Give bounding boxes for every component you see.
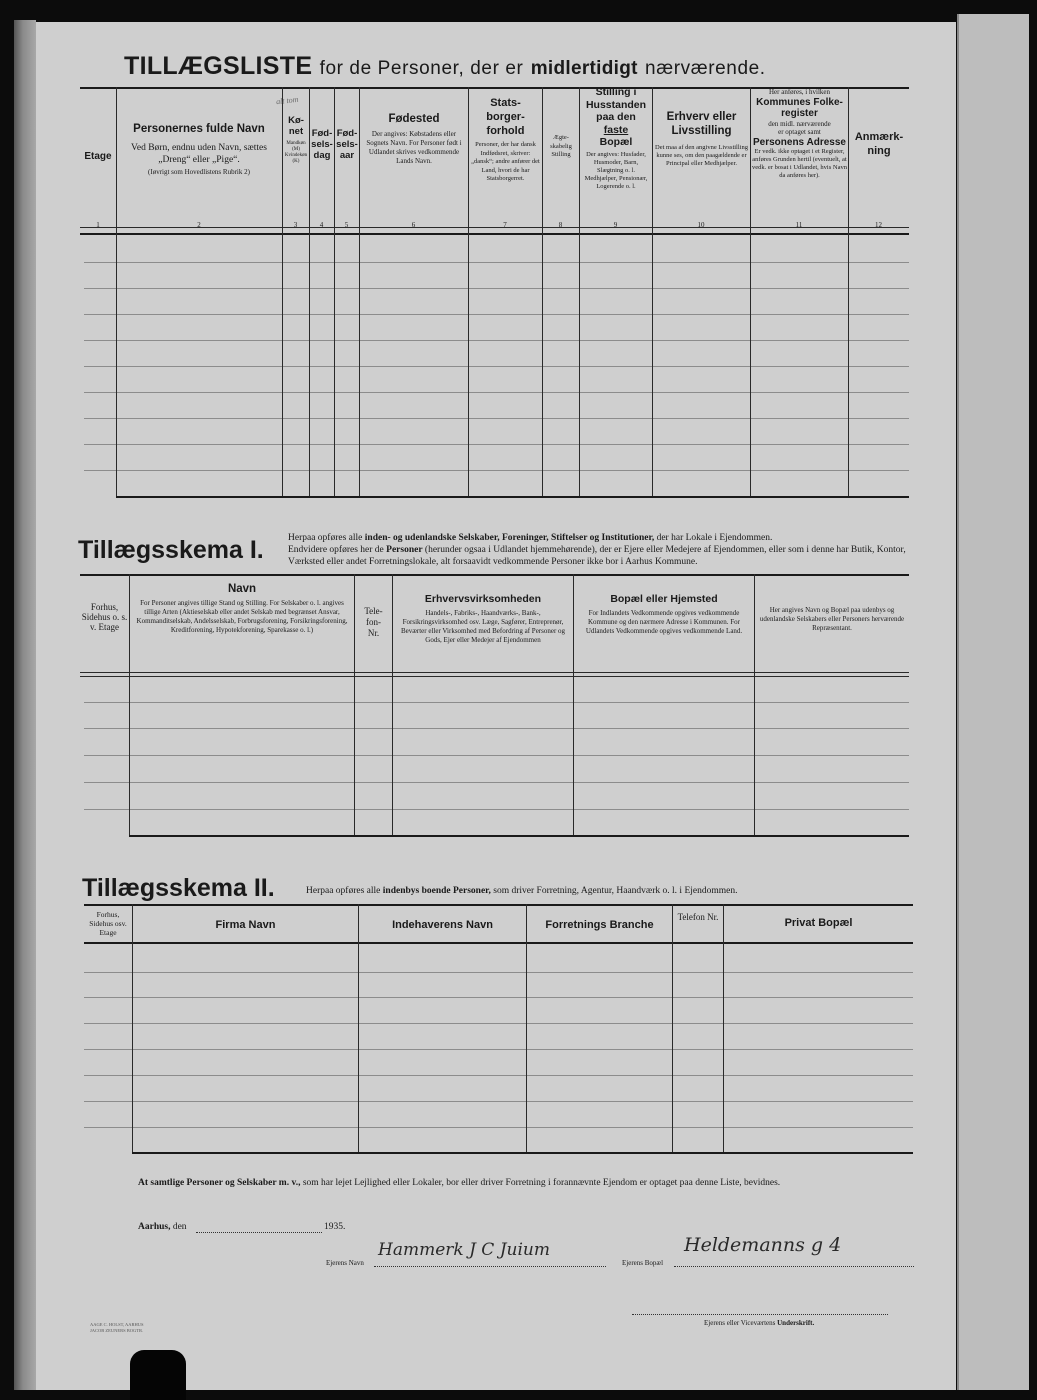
skema2-title: Tillægsskema II. [82, 874, 275, 902]
skema1-col-bopael: Bopæl eller Hjemsted For Indlandets Vedkommende opgives vedkommende Kommune og den nærmere Adresse i Kommunen. For Udlandets Vedkommende opgives vedkommende Land. [585, 593, 743, 635]
signature-label: Ejerens eller Viceværtens Underskrift. [704, 1319, 815, 1327]
skema2-col-branche: Forretnings Branche [545, 919, 654, 931]
faint-stamp: alt tom [275, 94, 299, 107]
col-stilling-header: Stilling i Husstanden paa den faste Bopæl Der angives: Husfader, Husmoder, Barn, Slægtning o. l. Medhjælper, Pensionær, Logerende o. l. [584, 86, 648, 190]
list-title [124, 52, 766, 81]
skema1-description: Herpaa opføres alle inden- og udenlandske Selskaber, Foreninger, Stiftelser og Institutioner, der har Lokale i Ejendommen. Endvidere opføres her de Personer (herunder ogsaa i Udlandet hjemmehørende), der er Ejere eller Medejere af Ejendommen, eller som i denne har Butik, Kontor, Værksted eller andet Forretningslokale, alt forsaavidt vedkommende Personer ikke bor i Aarhus Kommune. [288, 533, 906, 567]
skema2-col-privat: Privat Bopæl [784, 917, 853, 929]
footer-year: 1935. [324, 1222, 346, 1232]
skema1-col-representant: Her angives Navn og Bopæl paa udenbys og udenlandske Selskabers eller Personers herværende Repræsentant. [759, 606, 905, 632]
printer-imprint: AAGE C. HOLST, AARHUS JACOB ZEUNERS BOGTR. [90, 1322, 144, 1333]
col-etage-header: Etage [84, 151, 112, 162]
col-erhverv-header: Erhverv eller Livsstilling Det maa af den angivne Livsstilling kunne ses, om den paagældende er Principal eller Medhjælper. [655, 111, 748, 167]
col-fodselsdag-header: Fød- sels- dag [311, 128, 333, 161]
owner-address-label: Ejerens Bopæl [622, 1259, 664, 1267]
col-fodselsaar-header: Fød- sels- aar [336, 128, 358, 161]
skema1-col-erhverv: Erhvervsvirksomheden Handels-, Fabriks-, Haandværks-, Bank-, Forsikringsvirksomhed osv. Læge, Sagfører, Entreprenør, Beværter eller Virksomhed med Befordring af Personer og Gods, Ejer eller Medejer af Ejendommen [400, 593, 566, 644]
skema1-col-navn: Navn For Personer angives tillige Stand og Stilling. For Selskaber o. l. angives tillige Arten (Aktieselskab eller andet Selskab med begrænset Ansvar, Kommanditselskab, Andelsselskab, Forbrugsforening, Forsikringsforening, Kreditforening, Hypotekforening, Sparekasse o. l.) [136, 583, 348, 634]
owner-name-signature: Hammerk J C Juium [378, 1240, 550, 1260]
list-title-rest1: for de Personer, der er [319, 58, 524, 79]
col-name-header: Personernes fulde Navn Ved Børn, endnu uden Navn, sættes „Dreng“ eller „Pige“. (Iøvrigt som Hovedlistens Rubrik 2) [131, 123, 267, 176]
skema2-col-etage: Forhus, Sidehus osv. Etage [89, 910, 127, 937]
skema2-col-firma: Firma Navn [215, 919, 276, 931]
col-folkeregister-header: Her anføres, i hvilken Kommunes Folke- register den midl. nærværende er optaget samt Personens Adresse Er vedk. ikke optaget i et Register, anføres Grunden hertil (eventuelt, at vedk. er bosat i Udlandet, hvis Navn da anføres her). [752, 88, 847, 179]
col-aegteskab-header: Ægte- skabelig Stilling [550, 134, 572, 158]
skema2-description: Herpaa opføres alle indenbys boende Personer, som driver Forretning, Agentur, Haandværk o. l. i Ejendommen. [306, 886, 738, 896]
footer-date-line: Aarhus, den [138, 1222, 187, 1232]
col-statsborger-header: Stats- borger- forhold Personer, der har dansk Indfødsret, skriver: „dansk“; andre anfører det Land, hvori de har Statsborgerret. [471, 97, 540, 182]
col-anmaerkning-header: Anmærk- ning [854, 131, 904, 157]
form-page: TILLÆGSLISTE for de Personer, der er midlertidigt nærværende. Etage Personernes fulde Navn Ved Børn, endnu uden Navn, sættes „Dreng“ eller „Pige“. (Iøvrigt som Hovedlistens Rubrik 2) Kø- net Mandkøn (M) Kvindekøn (K) Fød- sels- dag Fød- sels- aar Fødested Der angives: Købstadens eller Sognets Navn. For Personer født i Udlandet skrives vedkommende Lands Navn. Stats- borger- forhold Personer, der har dansk Indfødsret, skriver: „dansk“; andre anfører det Land, hvori de har Statsborgerret. Ægte- skabelig Stilling Stilling i Husstanden paa den faste Bopæl Der angives: Husfader, Husmoder, Barn, Slægtning o. l. Medhjælper, Pensionær, Logerende o. l. Erhverv eller Livsstilling Det maa af den angivne Livsstilling kunne ses, om den paagældende er Principal eller Medhjælper. Her anføres, i hvilken Kommunes Folke- register den midl. nærværende er optaget samt Personens Adresse Er vedk. ikke optaget i et Register, anføres Grunden hertil (eventuelt, at vedk. er bosat i Udlandet, hvis Navn da anføres her). Anmærk- ning 1 2 3 4 5 6 7 8 9 10 11 12 alt tom Tillægsskema I. Herpaa opføres alle inden- og udenlandske Selskaber, Foreninger, Stiftelser og Institutioner, der har Lokale i Ejendommen. Endvidere opføres her de Personer (herunder ogsaa i Udlandet hjemmehørende), der er Ejere eller Medejere af Ejendommen, eller som i denne har Butik, Kontor, Værksted eller andet Forretningslokale, alt forsaavidt vedkommende Personer ikke bor i Aarhus Kommune. Forhus, Sidehus o. s. v. Etage Navn For Personer angives tillige Stand og Stilling. For Selskaber o. l. angives tillige Arten (Aktieselskab eller andet Selskab med begrænset Ansvar, Kommanditselskab, Andelsselskab, Forbrugsforening, Forsikringsforening, Kreditforening, Hypotekforening, Sparekasse o. l.) Tele- fon- Nr. Erhvervsvirksomheden Handels-, Fabriks-, Haandværks-, Bank-, Forsikringsvirksomhed osv. Læge, Sagfører, Entreprenør, Beværter eller Virksomhed med Befordring af Personer og Gods, Ejer eller Medejer af Ejendommen Bopæl eller Hjemsted For Indlandets Vedkommende opgives vedkommende Kommune og den nærmere Adresse i Kommunen. For Udlandets Vedkommende opgives vedkommende Land. Her angives Navn og Bopæl paa udenbys og udenlandske Selskabers eller Personers herværende Repræsentant. Tillægsskema II. Herpaa opføres alle indenbys boende Personer, som driver Forretning, Agentur, Haandværk o. l. i Ejendommen. Forhus, Sidehus osv. Etage Firma Navn Indehaverens Navn Forretnings Branche Telefon Nr. Privat Bopæl At samtlige Personer og Selskaber m. v., som har lejet Lejlighed eller Lokaler, bor eller driver Forretning i forannævnte Ejendom er optaget paa denne Liste, bevidnes. Aarhus, den 1935. Ejerens Navn Hammerk J C Juium Ejerens Bopæl Heldemanns g 4 Ejerens eller Viceværtens Underskrift. AAGE C. HOLST, AARHUS JACOB ZEUNERS BOGTR. [36, 22, 956, 1390]
owner-address-signature: Heldemanns g 4 [684, 1234, 842, 1256]
binder-clip [130, 1350, 186, 1400]
skema2-col-telefon: Telefon Nr. [677, 912, 719, 922]
book-gutter [14, 20, 36, 1390]
list-title-bold: midlertidigt [530, 58, 638, 79]
list-title-main: TILLÆGSLISTE [124, 52, 313, 80]
skema2-col-indehaver: Indehaverens Navn [392, 919, 493, 931]
footer-statement: At samtlige Personer og Selskaber m. v., som har lejet Lejlighed eller Lokaler, bor eller driver Forretning i forannævnte Ejendom er optaget paa denne Liste, bevidnes. [138, 1178, 781, 1188]
skema1-col-telefon: Tele- fon- Nr. [364, 606, 383, 638]
skema1-title: Tillægsskema I. [78, 536, 264, 564]
skema1-col-etage: Forhus, Sidehus o. s. v. Etage [81, 602, 128, 632]
col-kon-header: Kø- net Mandkøn (M) Kvindekøn (K) [284, 115, 308, 164]
owner-name-label: Ejerens Navn [326, 1259, 364, 1267]
col-fodested-header: Fødested Der angives: Købstadens eller Sognets Navn. For Personer født i Udlandet skrives vedkommende Lands Navn. [366, 113, 462, 165]
next-page-edge [957, 14, 1029, 1390]
list-title-rest2: nærværende. [645, 58, 766, 79]
